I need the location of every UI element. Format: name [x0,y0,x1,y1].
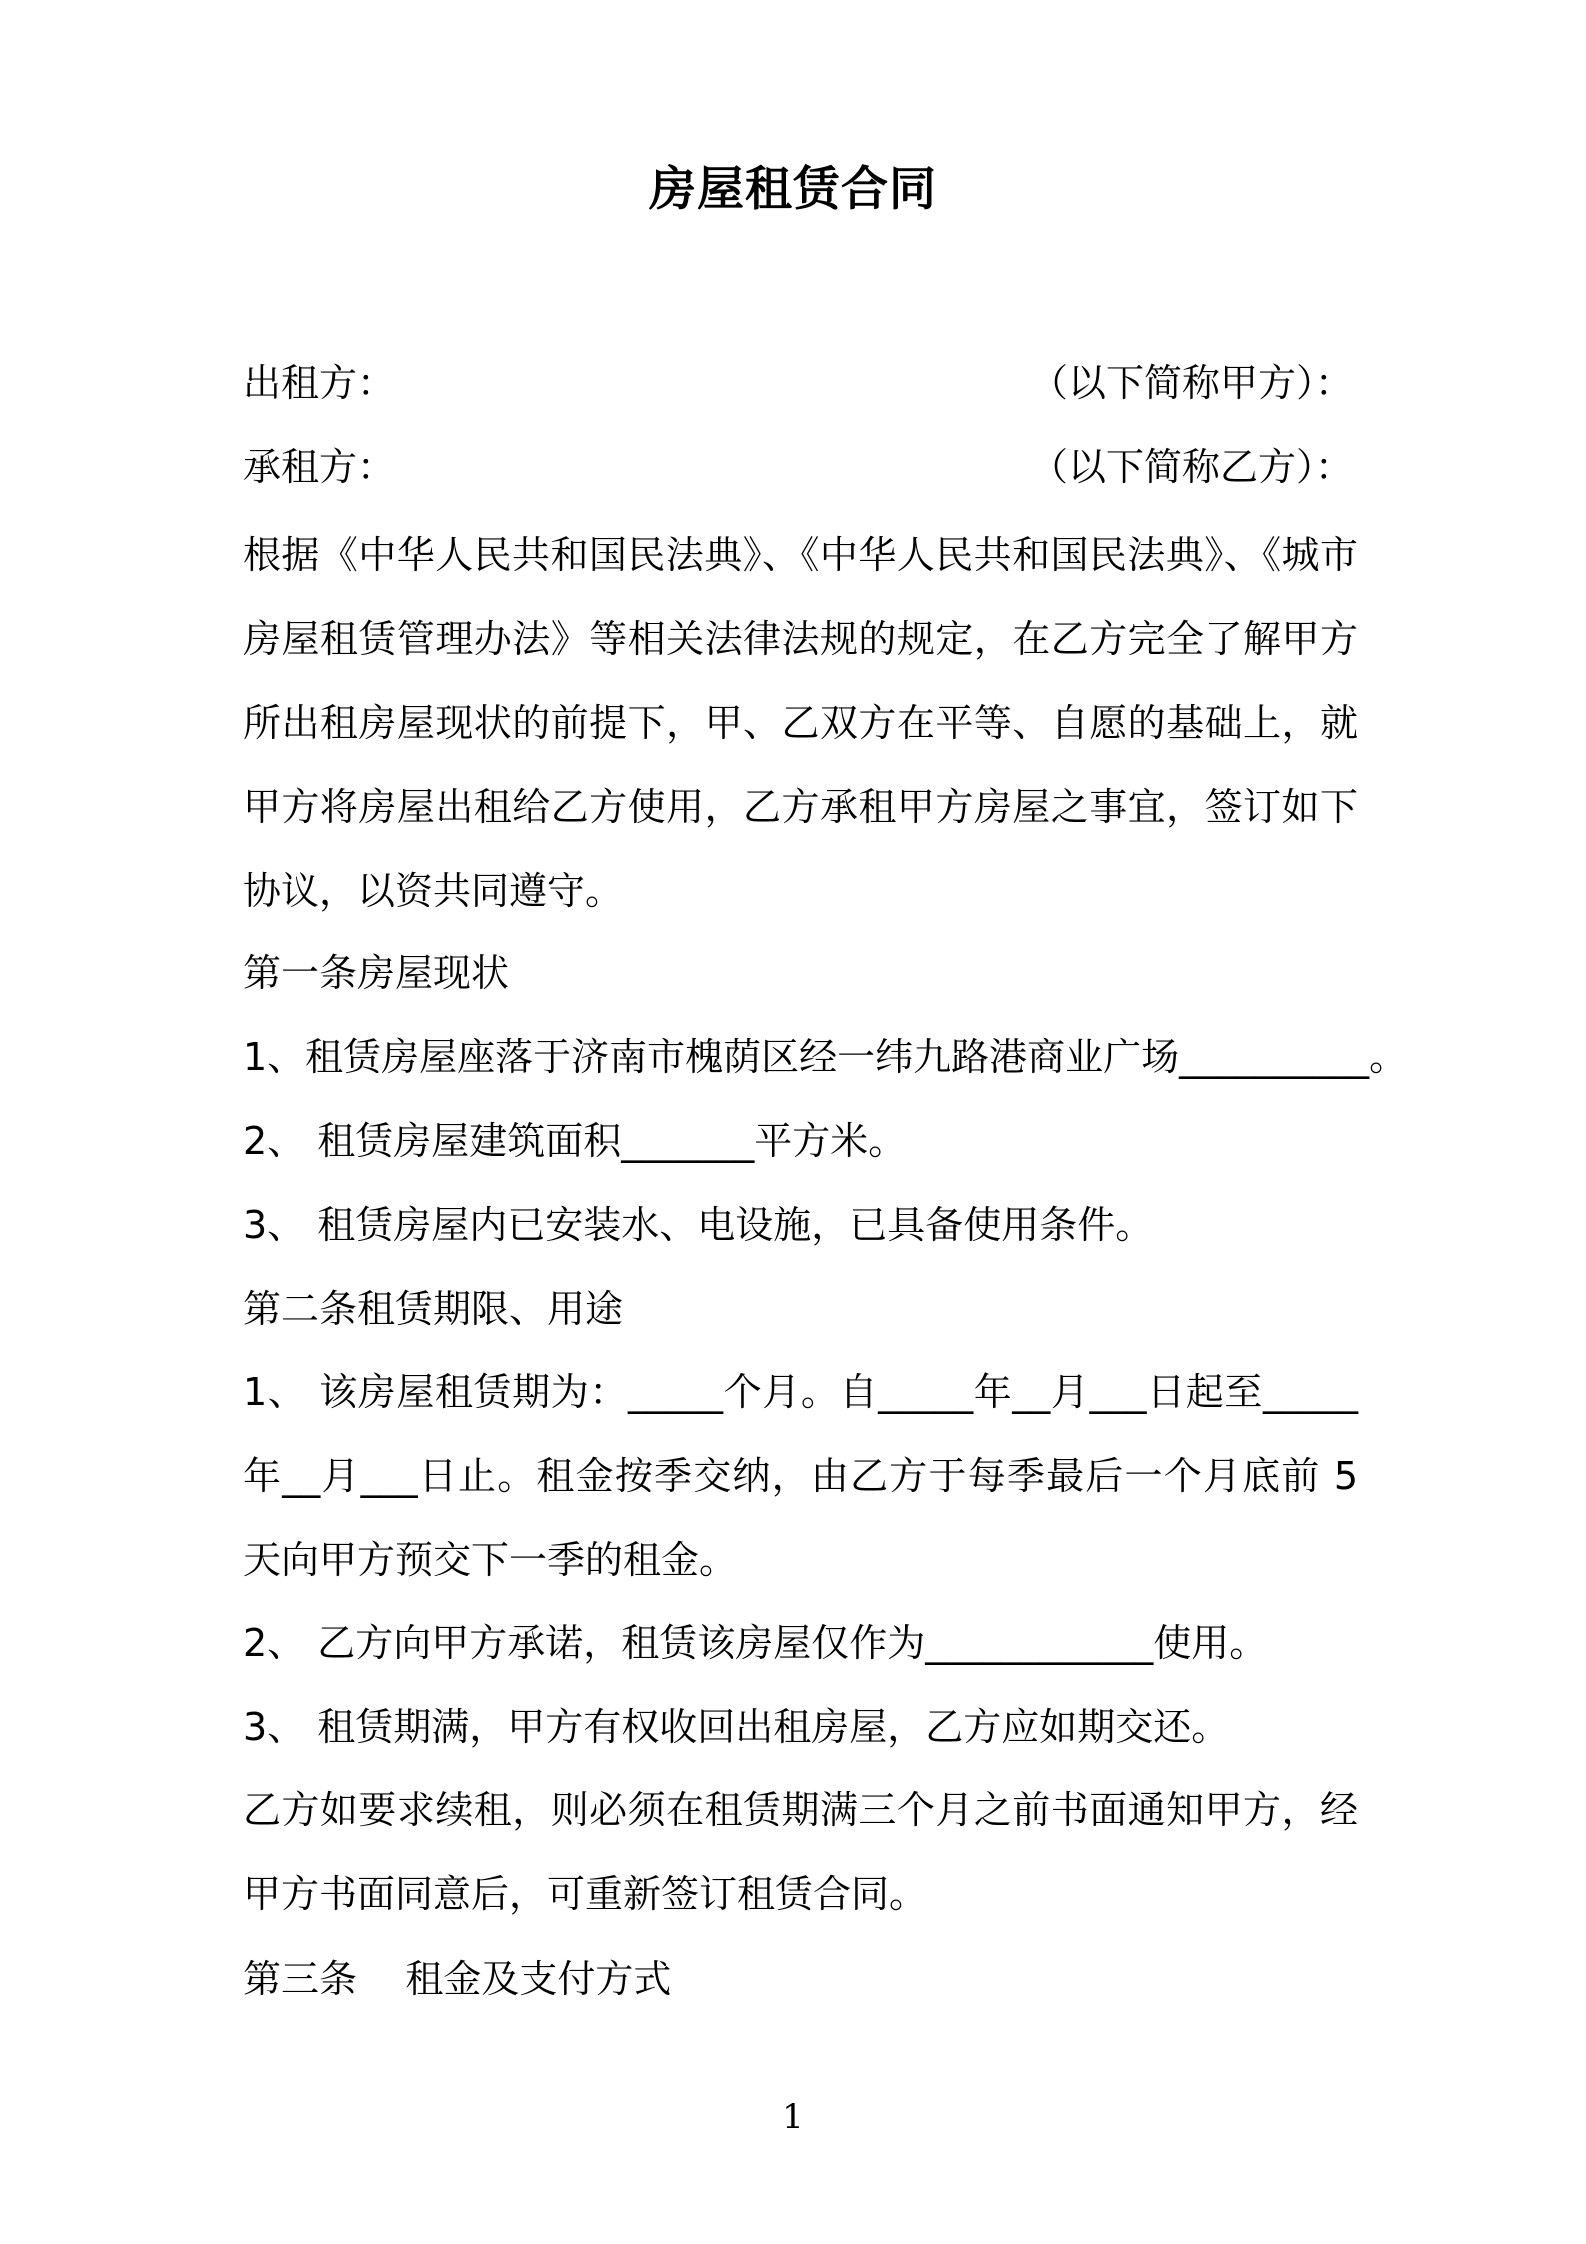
article2-renewal: 乙方如要求续租，则必须在租赁期满三个月之前书面通知甲方，经甲方书面同意后，可重新签订租赁合同。 [243,1788,1358,1916]
lessee-alias: （以下简称乙方）： [1030,445,1354,489]
lessor-label: 出租方： [243,361,396,405]
article1-item2: 2、 租赁房屋建筑面积_______平方米。 [243,1119,907,1163]
article2-item3: 3、 租赁期满，甲方有权收回出租房屋，乙方应如期交还。 [243,1705,1230,1749]
lessee-label: 承租方： [243,445,396,489]
article2-heading: 第二条租赁期限、用途 [243,1287,624,1331]
lessor-alias: （以下简称甲方）： [1030,361,1354,405]
preamble-paragraph: 根据《中华人民共和国民法典》、《中华人民共和国民法典》、《城市房屋租赁管理办法》等相关法律法规的规定，在乙方完全了解甲方所出租房屋现状的前提下，甲、乙双方在平等、自愿的基础上，就甲方将房屋出租给乙方使用，乙方承租甲方房屋之事宜，签订如下协议，以资共同遵守。 [243,533,1358,913]
page-number: 1 [782,2097,804,2137]
article2-item2: 2、 乙方向甲方承诺，租赁该房屋仅作为____________使用。 [243,1621,1268,1665]
article1-item3: 3、 租赁房屋内已安装水、电设施，已具备使用条件。 [243,1203,1154,1247]
article1-heading: 第一条房屋现状 [243,951,510,995]
article2-item1: 1、 该房屋租赁期为：_____个月。自_____年__月___日起至_____年__月___日止。租金按季交纳，由乙方于每季最后一个月底前 5 天向甲方预交下一季的租金。 [243,1370,1358,1582]
document-title: 房屋租赁合同 [649,162,937,217]
article1-item1: 1、租赁房屋座落于济南市槐荫区经一纬九路港商业广场__________。 [243,1035,1408,1079]
article3-heading: 第三条 租金及支付方式 [243,1957,672,2001]
